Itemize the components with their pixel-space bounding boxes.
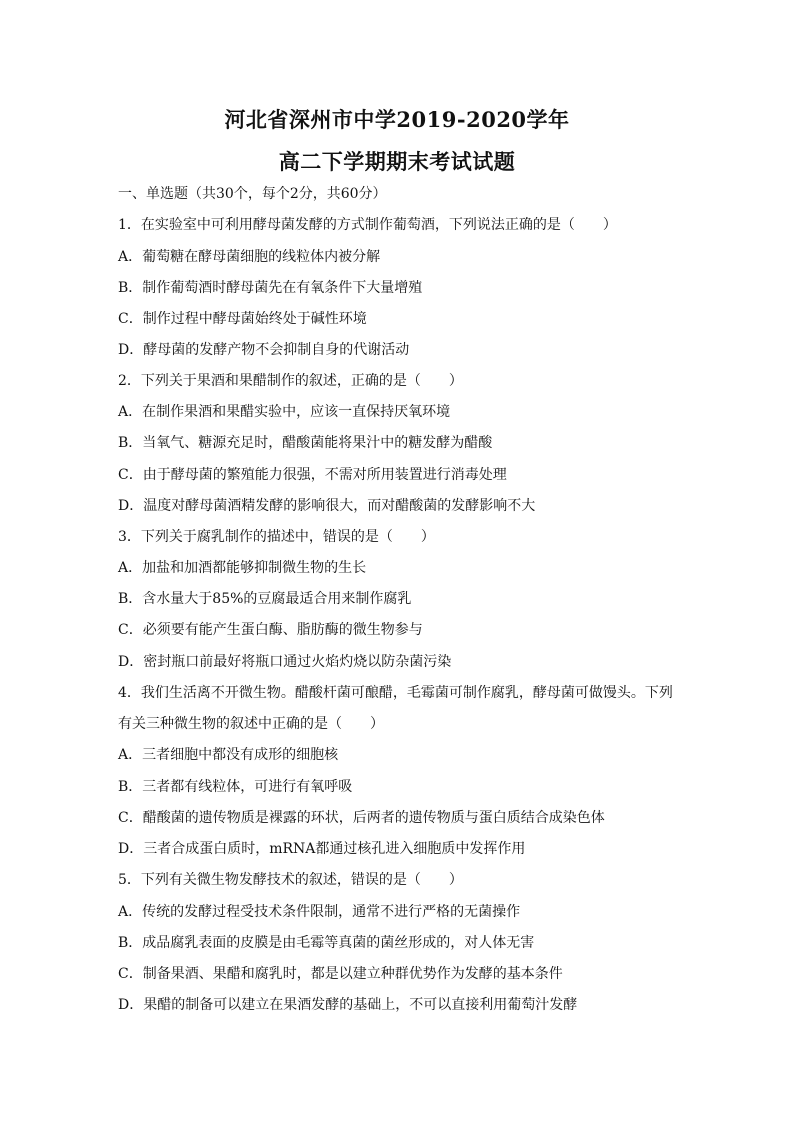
question-1-option-d: D．酵母菌的发酵产物不会抑制自身的代谢活动	[118, 342, 410, 358]
question-1-option-a: A．葡萄糖在酵母菌细胞的线粒体内被分解	[118, 249, 381, 265]
question-2-option-a: A．在制作果酒和果醋实验中，应该一直保持厌氧环境	[118, 404, 451, 420]
question-3-stem: 3．下列关于腐乳制作的描述中，错误的是（ ）	[118, 529, 435, 545]
question-5-option-b: B．成品腐乳表面的皮膜是由毛霉等真菌的菌丝形成的，对人体无害	[118, 935, 535, 951]
question-1-stem: 1．在实验室中可利用酵母菌发酵的方式制作葡萄酒，下列说法正确的是（ ）	[118, 217, 617, 233]
question-5-option-c: C．制备果酒、果醋和腐乳时，都是以建立种群优势作为发酵的基本条件	[118, 966, 563, 982]
question-2-option-b: B．当氧气、糖源充足时，醋酸菌能将果汁中的糖发酵为醋酸	[118, 435, 493, 451]
exam-title-line2: 高二下学期期末考试试题	[278, 149, 516, 174]
exam-title-line1: 河北省深州市中学2019-2020学年	[224, 107, 570, 132]
question-3-option-d: D．密封瓶口前最好将瓶口通过火焰灼烧以防杂菌污染	[118, 654, 452, 670]
question-4-option-d: D．三者合成蛋白质时，mRNA都通过核孔进入细胞质中发挥作用	[118, 841, 526, 857]
question-3-option-c: C．必须要有能产生蛋白酶、脂肪酶的微生物参与	[118, 622, 423, 638]
question-5-stem: 5．下列有关微生物发酵技术的叙述，错误的是（ ）	[118, 872, 463, 888]
question-4-option-c: C．醋酸菌的遗传物质是裸露的环状，后两者的遗传物质与蛋白质结合成染色体	[118, 810, 605, 826]
question-4-option-b: B．三者都有线粒体，可进行有氧呼吸	[118, 779, 353, 795]
section-heading: 一、单选题（共30个，每个2分，共60分）	[118, 186, 387, 202]
question-4-option-a: A．三者细胞中都没有成形的细胞核	[118, 747, 339, 763]
question-5-option-d: D．果醋的制备可以建立在果酒发酵的基础上，不可以直接利用葡萄汁发酵	[118, 997, 578, 1013]
question-2-stem: 2．下列关于果酒和果醋制作的叙述，正确的是（ ）	[118, 373, 463, 389]
question-2-option-d: D．温度对酵母菌酒精发酵的影响很大，而对醋酸菌的发酵影响不大	[118, 498, 536, 514]
question-2-option-c: C．由于酵母菌的繁殖能力很强，不需对所用装置进行消毒处理	[118, 467, 507, 483]
question-3-option-a: A．加盐和加酒都能够抑制微生物的生长	[118, 560, 367, 576]
question-4-stem-continued: 有关三种微生物的叙述中正确的是（ ）	[118, 716, 384, 732]
question-3-option-b: B．含水量大于85%的豆腐最适合用来制作腐乳	[118, 591, 412, 607]
question-1-option-b: B．制作葡萄酒时酵母菌先在有氧条件下大量增殖	[118, 280, 423, 296]
question-5-option-a: A．传统的发酵过程受技术条件限制，通常不进行严格的无菌操作	[118, 904, 521, 920]
question-1-option-c: C．制作过程中酵母菌始终处于碱性环境	[118, 311, 367, 327]
question-4-stem: 4．我们生活离不开微生物。醋酸杆菌可酿醋，毛霉菌可制作腐乳，酵母菌可做馒头。下列	[118, 685, 673, 701]
